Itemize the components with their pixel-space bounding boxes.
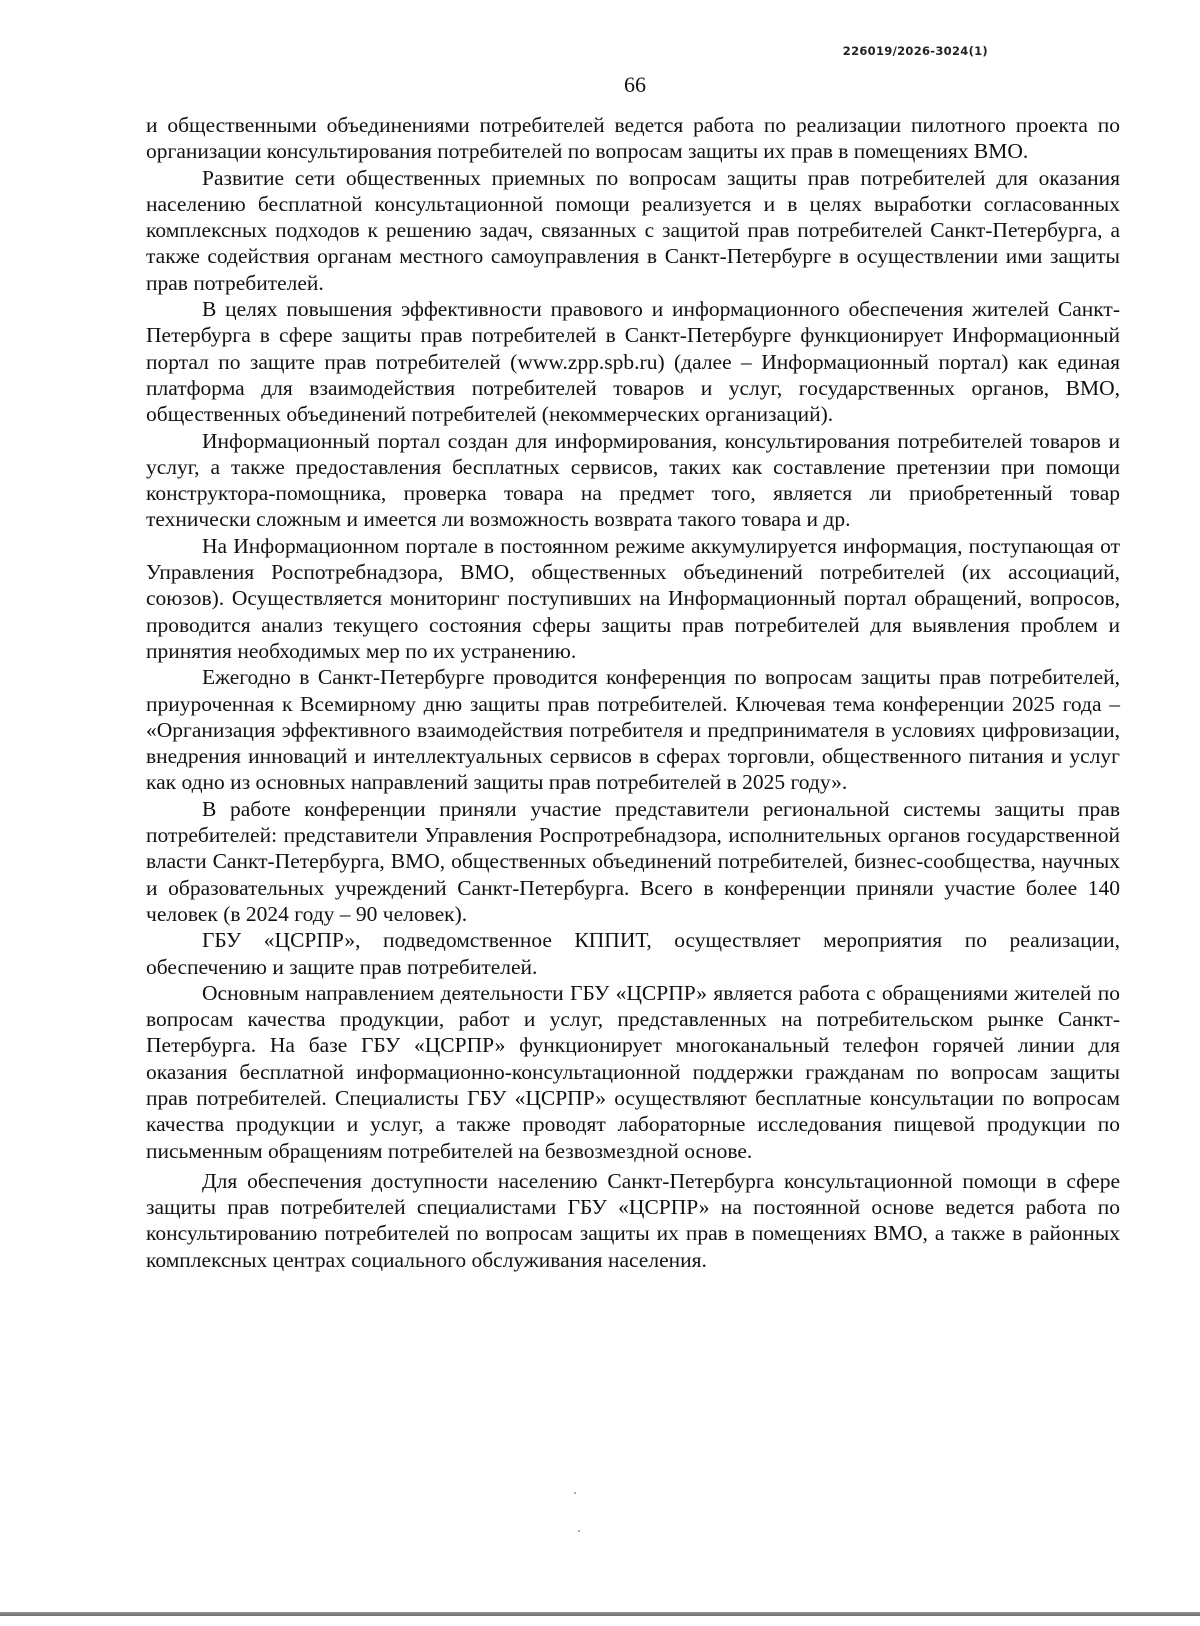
paragraph-4: Информационный портал создан для информирования, консультирования потребителей товаров и услуг, а также предоставления бесплатных сервисов, таких как составление претензии при помощи конструктора-помощника, проверка товара на предмет того, является ли приобретенный товар технически сложным и имеется ли возможность возврата такого товара и др. [146, 428, 1120, 532]
document-body [146, 112, 1120, 1273]
paragraph-8: ГБУ «ЦСРПР», подведомственное КППИТ, осуществляет мероприятия по реализации, обеспечению и защите прав потребителей. [146, 928, 1120, 979]
paragraph-2: Развитие сети общественных приемных по вопросам защиты прав потребителей для оказания населению бесплатной консультационной помощи реализуется и в целях выработки согласованных комплексных подходов к решению задач, связанных с защитой прав потребителей Санкт-Петербурга, а также содействия органам местного самоуправления в Санкт-Петербурге в осуществлении ими защиты прав потребителей. [146, 165, 1120, 295]
document-registration-number: 226019/2026-3024(1) [842, 44, 988, 58]
paragraph-5: На Информационном портале в постоянном режиме аккумулируется информация, поступающая от Управления Роспотребнадзора, ВМО, общественных объединений потребителей (их ассоциаций, союзов). Осуществляется мониторинг поступивших на Информационный портал обращений, вопросов, проводится анализ текущего состояния сферы защиты прав потребителей для выявления проблем и принятия необходимых мер по их устранению. [146, 533, 1120, 663]
paragraph-7: В работе конференции приняли участие представители региональной системы защиты прав потребителей: представители Управления Роспротребнадзора, исполнительных органов государственной власти Санкт-Петербурга, ВМО, общественных объединений потребителей, бизнес-сообщества, научных и образовательных учреждений Санкт-Петербурга. Всего в конференции приняли участие более 140 человек (в 2024 году – 90 человек). [146, 796, 1120, 926]
paragraph-3: В целях повышения эффективности правового и информационного обеспечения жителей Санкт-Петербурга в сфере защиты прав потребителей в Санкт-Петербурге функционирует Информационный портал по защите прав потребителей (www.zpp.spb.ru) (далее – Информационный портал) как единая платформа для взаимодействия потребителей товаров и услуг, государственных органов, ВМО, общественных объединений потребителей (некоммерческих организаций). [146, 297, 1120, 427]
paragraph-9: Основным направлением деятельности ГБУ «ЦСРПР» является работа с обращениями жителей по вопросам качества продукции, работ и услуг, представленных на потребительском рынке Санкт-Петербурга. На базе ГБУ «ЦСРПР» функционирует многоканальный телефон горячей линии для оказания бесплатной информационно-консультационной поддержки гражданам по вопросам защиты прав потребителей. Специалисты ГБУ «ЦСРПР» осуществляют бесплатные консультации по вопросам качества продукции и услуг, а также проводят лабораторные исследования пищевой продукции по письменным обращениям потребителей на безвозмездной основе. [146, 980, 1120, 1163]
page-number: 66 [624, 72, 646, 97]
scan-artifact [578, 1530, 580, 1532]
scan-edge-line [0, 1612, 1200, 1616]
paragraph-10: Для обеспечения доступности населению Санкт-Петербурга консультационной помощи в сфере защиты прав потребителей специалистами ГБУ «ЦСРПР» на постоянной основе ведется работа по консультированию потребителей по вопросам защиты их прав в помещениях ВМО, а также в районных комплексных центрах социального обслуживания населения. [146, 1168, 1120, 1272]
scan-artifact [574, 1492, 576, 1494]
paragraph-6: Ежегодно в Санкт-Петербурге проводится конференция по вопросам защиты прав потребителей, приуроченная к Всемирному дню защиты прав потребителей. Ключевая тема конференции 2025 года – «Организация эффективного взаимодействия потребителя и предпринимателя в условиях цифровизации, внедрения инноваций и интеллектуальных сервисов в сферах торговли, общественного питания и услуг как одно из основных направлений защиты прав потребителей в 2025 году». [146, 665, 1120, 795]
paragraph-1: и общественными объединениями потребителей ведется работа по реализации пилотного проекта по организации консультирования потребителей по вопросам защиты их прав в помещениях ВМО. [146, 113, 1120, 164]
